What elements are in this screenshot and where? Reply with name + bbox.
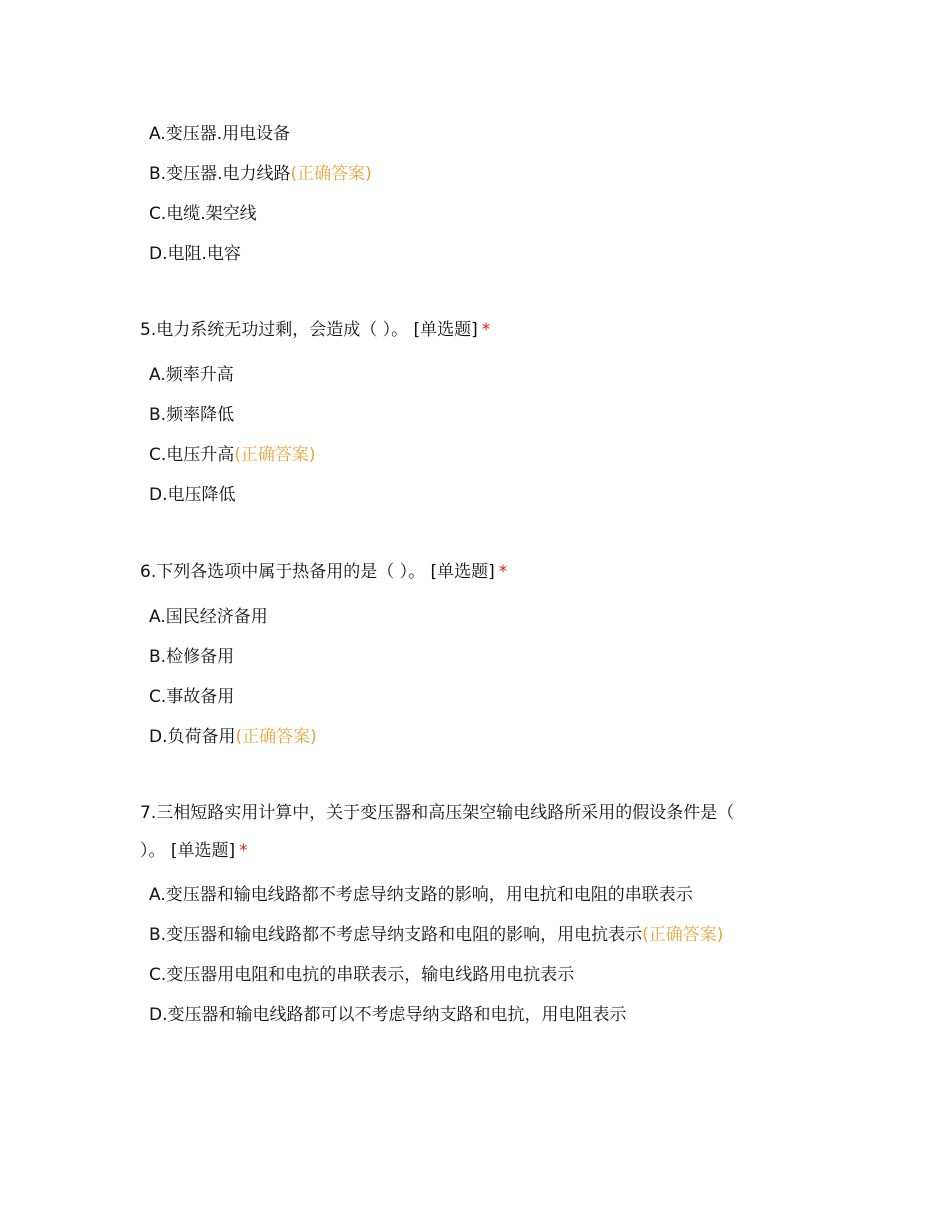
question-4-block bbox=[140, 114, 820, 274]
q7-option-d: D.变压器和输电线路都可以不考虑导纳支路和电抗，用电阻表示 bbox=[149, 1005, 627, 1025]
question-7-title-line1: 7.三相短路实用计算中，关于变压器和高压架空输电线路所采用的假设条件是（ bbox=[140, 803, 735, 823]
correct-answer-tag: (正确答案) bbox=[234, 445, 316, 465]
correct-answer-tag: (正确答案) bbox=[290, 164, 372, 184]
q5-option-c: C.电压升高(正确答案) bbox=[149, 445, 316, 465]
q5-option-b: B.频率降低 bbox=[149, 405, 235, 425]
q4-option-d: D.电阻.电容 bbox=[149, 244, 241, 264]
q5-option-d: D.电压降低 bbox=[149, 485, 236, 505]
required-mark: * bbox=[239, 841, 248, 861]
q6-option-a: A.国民经济备用 bbox=[149, 607, 268, 627]
q4-option-c: C.电缆.架空线 bbox=[149, 204, 257, 224]
q7-option-b: B.变压器和输电线路都不考虑导纳支路和电阻的影响，用电抗表示(正确答案) bbox=[149, 925, 724, 945]
q6-option-b: B.检修备用 bbox=[149, 647, 235, 667]
question-7-title-line2: ）。 [单选题] * bbox=[140, 841, 248, 861]
q5-option-a: A.频率升高 bbox=[149, 365, 234, 385]
q6-option-c: C.事故备用 bbox=[149, 687, 235, 707]
q7-option-a: A.变压器和输电线路都不考虑导纳支路的影响，用电抗和电阻的串联表示 bbox=[149, 885, 693, 905]
q6-option-d: D.负荷备用(正确答案) bbox=[149, 727, 317, 747]
question-5-title: 5.电力系统无功过剩，会造成（ ）。 [单选题] * bbox=[140, 320, 491, 340]
correct-answer-tag: (正确答案) bbox=[235, 727, 317, 747]
q7-option-c: C.变压器用电阻和电抗的串联表示，输电线路用电抗表示 bbox=[149, 965, 575, 985]
q4-option-a: A.变压器.用电设备 bbox=[149, 124, 291, 144]
question-6-title: 6.下列各选项中属于热备用的是（ ）。 [单选题] * bbox=[140, 562, 508, 582]
correct-answer-tag: (正确答案) bbox=[642, 925, 724, 945]
question-7-block bbox=[140, 794, 820, 1035]
q4-option-b: B.变压器.电力线路(正确答案) bbox=[149, 164, 372, 184]
question-5-block bbox=[140, 311, 820, 515]
question-6-block bbox=[140, 553, 820, 757]
required-mark: * bbox=[481, 320, 491, 340]
required-mark: * bbox=[498, 562, 508, 582]
